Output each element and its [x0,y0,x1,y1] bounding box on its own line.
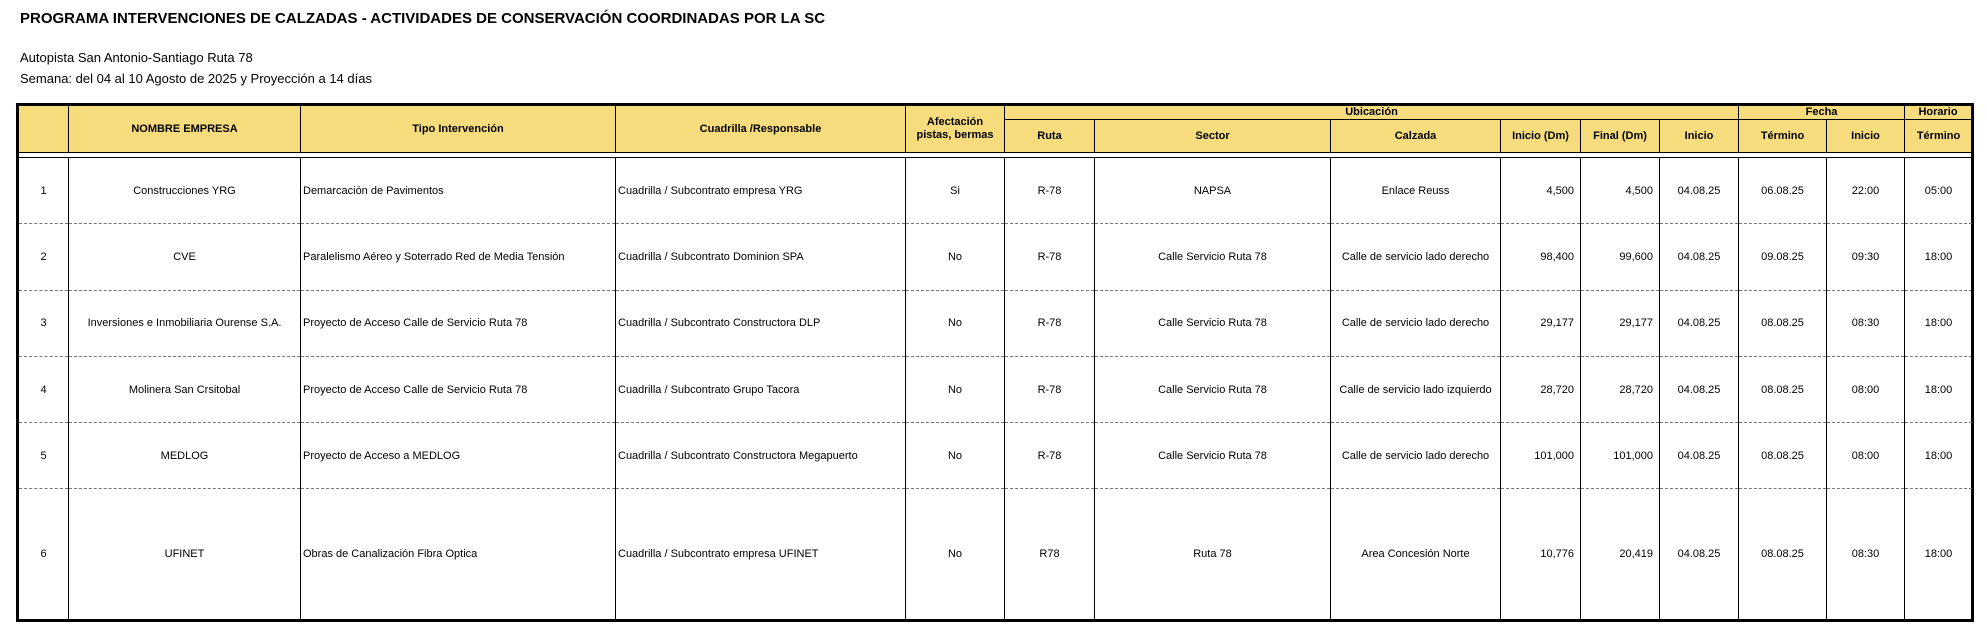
cell-calzada: Enlace Reuss [1331,158,1501,224]
cell-fecha-inicio: 04.08.25 [1660,423,1739,489]
cell-hora-termino: 18:00 [1905,423,1973,489]
header-fecha-termino: Término [1739,120,1827,153]
cell-sector: Calle Servicio Ruta 78 [1095,356,1331,422]
cell-inicio-dm: 10,776 [1501,489,1581,621]
cell-ruta: R-78 [1005,423,1095,489]
cell-cuadrilla: Cuadrilla / Subcontrato empresa UFINET [616,489,906,621]
header-ruta: Ruta [1005,120,1095,153]
cell-fecha-termino: 06.08.25 [1739,158,1827,224]
cell-calzada: Calle de servicio lado derecho [1331,224,1501,290]
cell-final-dm: 99,600 [1581,224,1660,290]
cell-empresa: CVE [69,224,301,290]
header-cuadrilla: Cuadrilla /Responsable [616,105,906,153]
cell-fecha-termino: 08.08.25 [1739,356,1827,422]
cell-tipo: Obras de Canalización Fibra Optica [301,489,616,621]
table-row [18,423,1973,489]
cell-empresa: MEDLOG [69,423,301,489]
cell-empresa: UFINET [69,489,301,621]
cell-final-dm: 29,177 [1581,290,1660,356]
cell-final-dm: 28,720 [1581,356,1660,422]
cell-fecha-termino: 08.08.25 [1739,489,1827,621]
cell-hora-termino: 18:00 [1905,356,1973,422]
cell-fecha-termino: 08.08.25 [1739,290,1827,356]
cell-hora-termino: 18:00 [1905,224,1973,290]
cell-number: 4 [18,356,69,422]
cell-afectacion: Si [906,158,1005,224]
cell-afectacion: No [906,290,1005,356]
cell-ruta: R-78 [1005,224,1095,290]
cell-number: 6 [18,489,69,621]
table-row [18,489,1973,621]
cell-tipo: Proyecto de Acceso Calle de Servicio Ruta 78 [301,356,616,422]
cell-cuadrilla: Cuadrilla / Subcontrato Constructora Megapuerto [616,423,906,489]
table-row [18,158,1973,224]
cell-cuadrilla: Cuadrilla / Subcontrato empresa YRG [616,158,906,224]
cell-ruta: R-78 [1005,158,1095,224]
cell-number: 3 [18,290,69,356]
header-horario: Horario [1905,105,1973,120]
cell-inicio-dm: 29,177 [1501,290,1581,356]
cell-hora-inicio: 08:00 [1827,423,1905,489]
cell-hora-inicio: 09:30 [1827,224,1905,290]
cell-afectacion: No [906,356,1005,422]
cell-fecha-inicio: 04.08.25 [1660,224,1739,290]
cell-empresa: Molinera San Crsitobal [69,356,301,422]
cell-inicio-dm: 28,720 [1501,356,1581,422]
cell-inicio-dm: 98,400 [1501,224,1581,290]
cell-tipo: Proyecto de Acceso a MEDLOG [301,423,616,489]
cell-calzada: Calle de servicio lado derecho [1331,290,1501,356]
interventions-table [16,103,1974,622]
cell-empresa: Construcciones YRG [69,158,301,224]
cell-sector: Calle Servicio Ruta 78 [1095,290,1331,356]
table-row [18,224,1973,290]
cell-calzada: Calle de servicio lado derecho [1331,423,1501,489]
week-range: Semana: del 04 al 10 Agosto de 2025 y Proyección a 14 días [20,71,372,86]
header-afectacion-line2: pistas, bermas [916,129,994,141]
cell-calzada: Calle de servicio lado izquierdo [1331,356,1501,422]
highway-name: Autopista San Antonio-Santiago Ruta 78 [20,50,253,65]
header-final-dm: Final (Dm) [1581,120,1660,153]
header-nombre-empresa: NOMBRE EMPRESA [69,105,301,153]
cell-sector: NAPSA [1095,158,1331,224]
cell-sector: Calle Servicio Ruta 78 [1095,423,1331,489]
header-calzada: Calzada [1331,120,1501,153]
cell-number: 5 [18,423,69,489]
cell-fecha-inicio: 04.08.25 [1660,290,1739,356]
cell-hora-inicio: 08:30 [1827,489,1905,621]
cell-final-dm: 20,419 [1581,489,1660,621]
cell-ruta: R78 [1005,489,1095,621]
cell-fecha-termino: 08.08.25 [1739,423,1827,489]
cell-tipo: Paralelismo Aéreo y Soterrado Red de Media Tensión [301,224,616,290]
header-afectacion-line1: Afectación [926,116,984,128]
cell-hora-termino: 05:00 [1905,158,1973,224]
cell-cuadrilla: Cuadrilla / Subcontrato Grupo Tacora [616,356,906,422]
cell-sector: Calle Servicio Ruta 78 [1095,224,1331,290]
cell-empresa: Inversiones e Inmobiliaria Ourense S.A. [69,290,301,356]
cell-ruta: R-78 [1005,290,1095,356]
header-horario-termino: Término [1905,120,1973,153]
cell-number: 1 [18,158,69,224]
cell-afectacion: No [906,489,1005,621]
cell-fecha-inicio: 04.08.25 [1660,158,1739,224]
cell-sector: Ruta 78 [1095,489,1331,621]
cell-hora-inicio: 22:00 [1827,158,1905,224]
header-tipo-intervencion: Tipo Intervención [301,105,616,153]
cell-cuadrilla: Cuadrilla / Subcontrato Constructora DLP [616,290,906,356]
header-horario-inicio: Inicio [1827,120,1905,153]
header-afectacion [906,105,1005,153]
cell-calzada: Area Concesión Norte [1331,489,1501,621]
header-fecha-inicio: Inicio [1660,120,1739,153]
header-sector: Sector [1095,120,1331,153]
cell-final-dm: 4,500 [1581,158,1660,224]
cell-tipo: Proyecto de Acceso Calle de Servicio Ruta 78 [301,290,616,356]
cell-hora-inicio: 08:30 [1827,290,1905,356]
cell-fecha-inicio: 04.08.25 [1660,489,1739,621]
header-ubicacion: Ubicación [1005,105,1739,120]
cell-final-dm: 101,000 [1581,423,1660,489]
header-inicio-dm: Inicio (Dm) [1501,120,1581,153]
cell-hora-termino: 18:00 [1905,290,1973,356]
cell-afectacion: No [906,224,1005,290]
cell-inicio-dm: 4,500 [1501,158,1581,224]
cell-hora-termino: 18:00 [1905,489,1973,621]
cell-cuadrilla: Cuadrilla / Subcontrato Dominion SPA [616,224,906,290]
table-row [18,356,1973,422]
cell-tipo: Demarcación de Pavimentos [301,158,616,224]
cell-ruta: R-78 [1005,356,1095,422]
cell-fecha-inicio: 04.08.25 [1660,356,1739,422]
page-title: PROGRAMA INTERVENCIONES DE CALZADAS - ACTIVIDADES DE CONSERVACIÓN COORDINADAS POR LA SC [20,10,826,27]
cell-afectacion: No [906,423,1005,489]
table-row [18,290,1973,356]
cell-number: 2 [18,224,69,290]
header-number [18,105,69,153]
cell-fecha-termino: 09.08.25 [1739,224,1827,290]
cell-hora-inicio: 08:00 [1827,356,1905,422]
header-fecha: Fecha [1739,105,1905,120]
cell-inicio-dm: 101,000 [1501,423,1581,489]
